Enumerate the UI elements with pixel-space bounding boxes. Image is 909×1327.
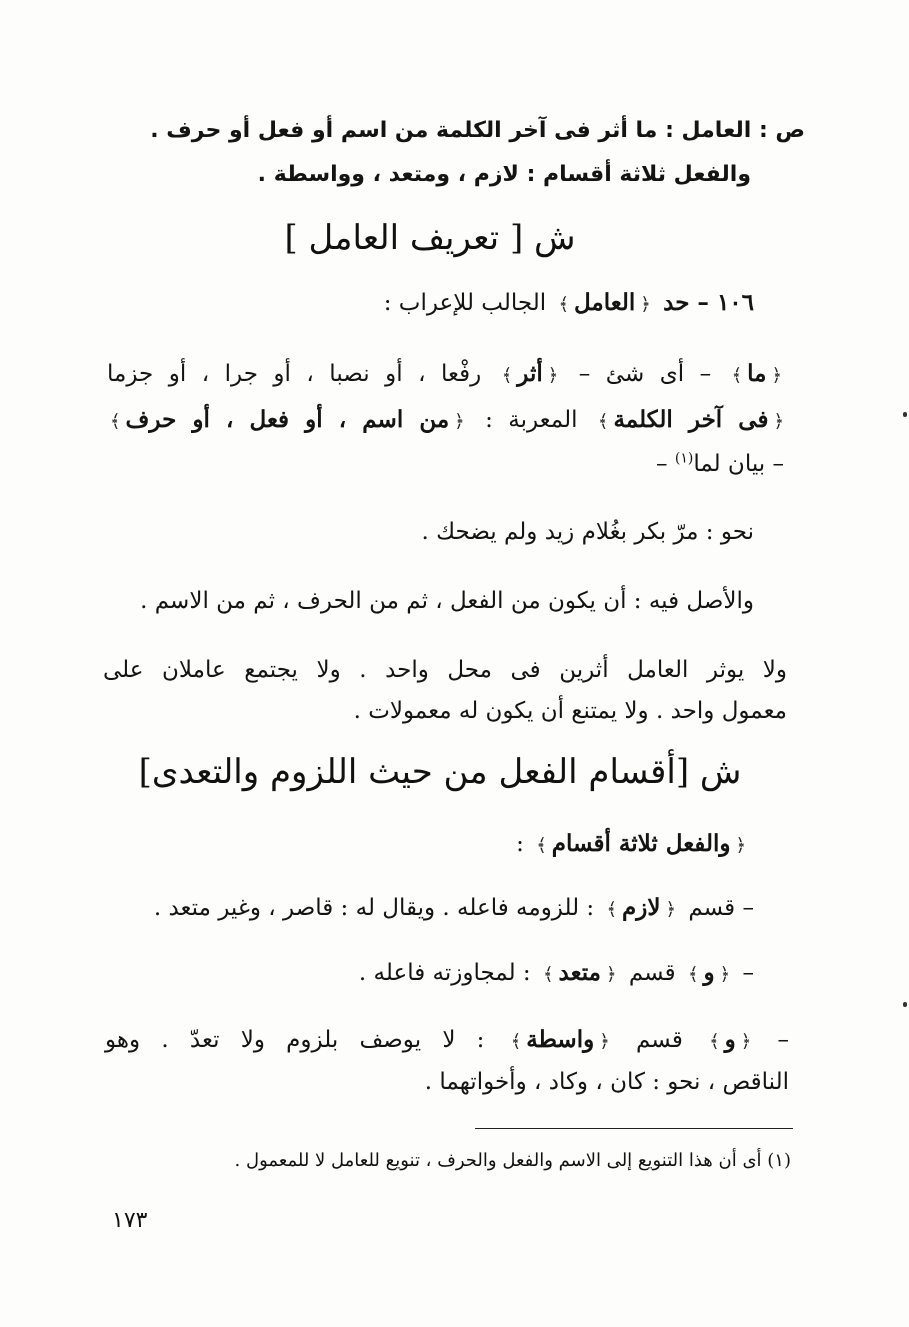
footnote: (١) أى أن هذا التنويع إلى الاسم والفعل والحرف ، تنويع للعامل لا للمعمول . (234, 1150, 791, 1171)
para3: والأصل فيه : أن يكون من الفعل ، ثم من الحرف ، ثم من الاسم . (140, 588, 754, 614)
ornament-open-icon: ﴿ (599, 1031, 610, 1052)
item-mutaaddi (254, 955, 754, 993)
ornament-close-icon: ﴾ (543, 964, 554, 985)
item-wasita-line-2: الناقص ، نحو : كان ، وكاد ، وأخواتهما . (424, 1069, 789, 1095)
ornament-open-icon: ﴿ (735, 835, 746, 856)
ornament-close-icon: ﴾ (536, 835, 547, 856)
ornament-open-icon: ﴿ (719, 964, 731, 985)
ornament-open-icon: ﴿ (640, 294, 651, 315)
definition-rest: الجالب للإعراب : (383, 290, 547, 316)
para1-line-3 (284, 446, 784, 482)
item-dash: – (777, 1027, 790, 1053)
term-waw: و (703, 959, 715, 986)
page-number: ١٧٣ (112, 1208, 148, 1233)
item-wasita-line-1 (105, 1022, 789, 1060)
matn-line-2: والفعل ثلاثة أقسام : لازم ، ومتعد ، وواسطة . (257, 162, 751, 187)
item-text: قسم (628, 960, 676, 986)
term-min-ism: من اسم ، أو فعل ، أو حرف (125, 406, 450, 433)
para4-line-1: ولا يوثر العامل أثرين فى محل واحد . ولا يجتمع عاملان على (103, 657, 787, 683)
term-ma: ما (747, 360, 767, 387)
ornament-open-icon: ﴿ (771, 365, 783, 386)
para1-line-2 (105, 402, 789, 440)
ornament-close-icon: ﴾ (501, 365, 513, 386)
para1-text: – (656, 451, 668, 477)
item-dash: – قسم (688, 895, 754, 921)
definition-term: العامل (574, 289, 636, 316)
scan-speck (903, 412, 907, 417)
item-lazim (104, 890, 754, 928)
ornament-close-icon: ﴾ (687, 964, 699, 985)
item-text: قسم (636, 1027, 683, 1053)
definition-line (154, 285, 754, 323)
ornament-close-icon: ﴾ (606, 899, 618, 920)
ornament-open-icon: ﴿ (454, 411, 465, 432)
ornament-close-icon: ﴾ (709, 1031, 720, 1052)
term-verb-three-divisions: والفعل ثلاثة أقسام (551, 830, 731, 857)
para1-text: المعربة : (485, 407, 578, 433)
section-heading-definition: ش [ تعريف العامل ] (284, 218, 576, 258)
term-lazim: لازم (622, 894, 661, 921)
term-akhir-alkalima: فى آخر الكلمة (613, 406, 769, 433)
item-text: : لمجاوزته فاعله . (358, 960, 531, 986)
ornament-open-icon: ﴿ (665, 899, 677, 920)
footnote-separator (475, 1128, 793, 1129)
item-text: : للزومه فاعله . ويقال له : قاصر ، وغير متعد . (153, 895, 595, 921)
para2: نحو : مرّ بكر بغُلام زيد ولم يضحك . (421, 519, 754, 545)
term-mutaaddi: متعد (558, 959, 601, 986)
term-waw: و (724, 1026, 736, 1053)
section-heading-verb-divisions: ش [أقسام الفعل من حيث اللزوم والتعدى] (138, 752, 742, 792)
ornament-close-icon: ﴾ (558, 294, 570, 315)
ornament-open-icon: ﴿ (547, 365, 559, 386)
matn-line-1: ص : العامل : ما أثر فى آخر الكلمة من اسم أو فعل أو حرف . (150, 118, 805, 143)
item-text: : لا يوصف بلزوم ولا تعدّ . وهو (105, 1027, 485, 1053)
para1-text: – بيان لما (693, 451, 784, 477)
ornament-close-icon: ﴾ (110, 411, 121, 432)
scan-speck (903, 1002, 907, 1007)
verb-intro-colon: : (516, 831, 524, 857)
para1-text: رفْعا ، أو نصبا ، أو جرا ، أو جزما (107, 361, 482, 387)
para1-line-1 (107, 356, 787, 394)
item-dash: – (742, 960, 754, 986)
ornament-close-icon: ﴾ (731, 365, 743, 386)
para4-line-2: معمول واحد . ولا يمتنع أن يكون له معمولات . (353, 698, 787, 724)
para1-text: – أى شئ – (578, 361, 712, 387)
verb-intro (251, 826, 751, 864)
ornament-open-icon: ﴿ (740, 1031, 752, 1052)
footnote-marker: (١) (674, 450, 694, 467)
definition-number: ١٠٦ – حد (663, 289, 754, 316)
ornament-close-icon: ﴾ (510, 1031, 522, 1052)
ornament-close-icon: ﴾ (597, 411, 609, 432)
ornament-open-icon: ﴿ (605, 964, 617, 985)
ornament-open-icon: ﴿ (773, 411, 784, 432)
term-wasita: واسطة (526, 1026, 595, 1053)
term-athar: أثر (517, 360, 543, 387)
